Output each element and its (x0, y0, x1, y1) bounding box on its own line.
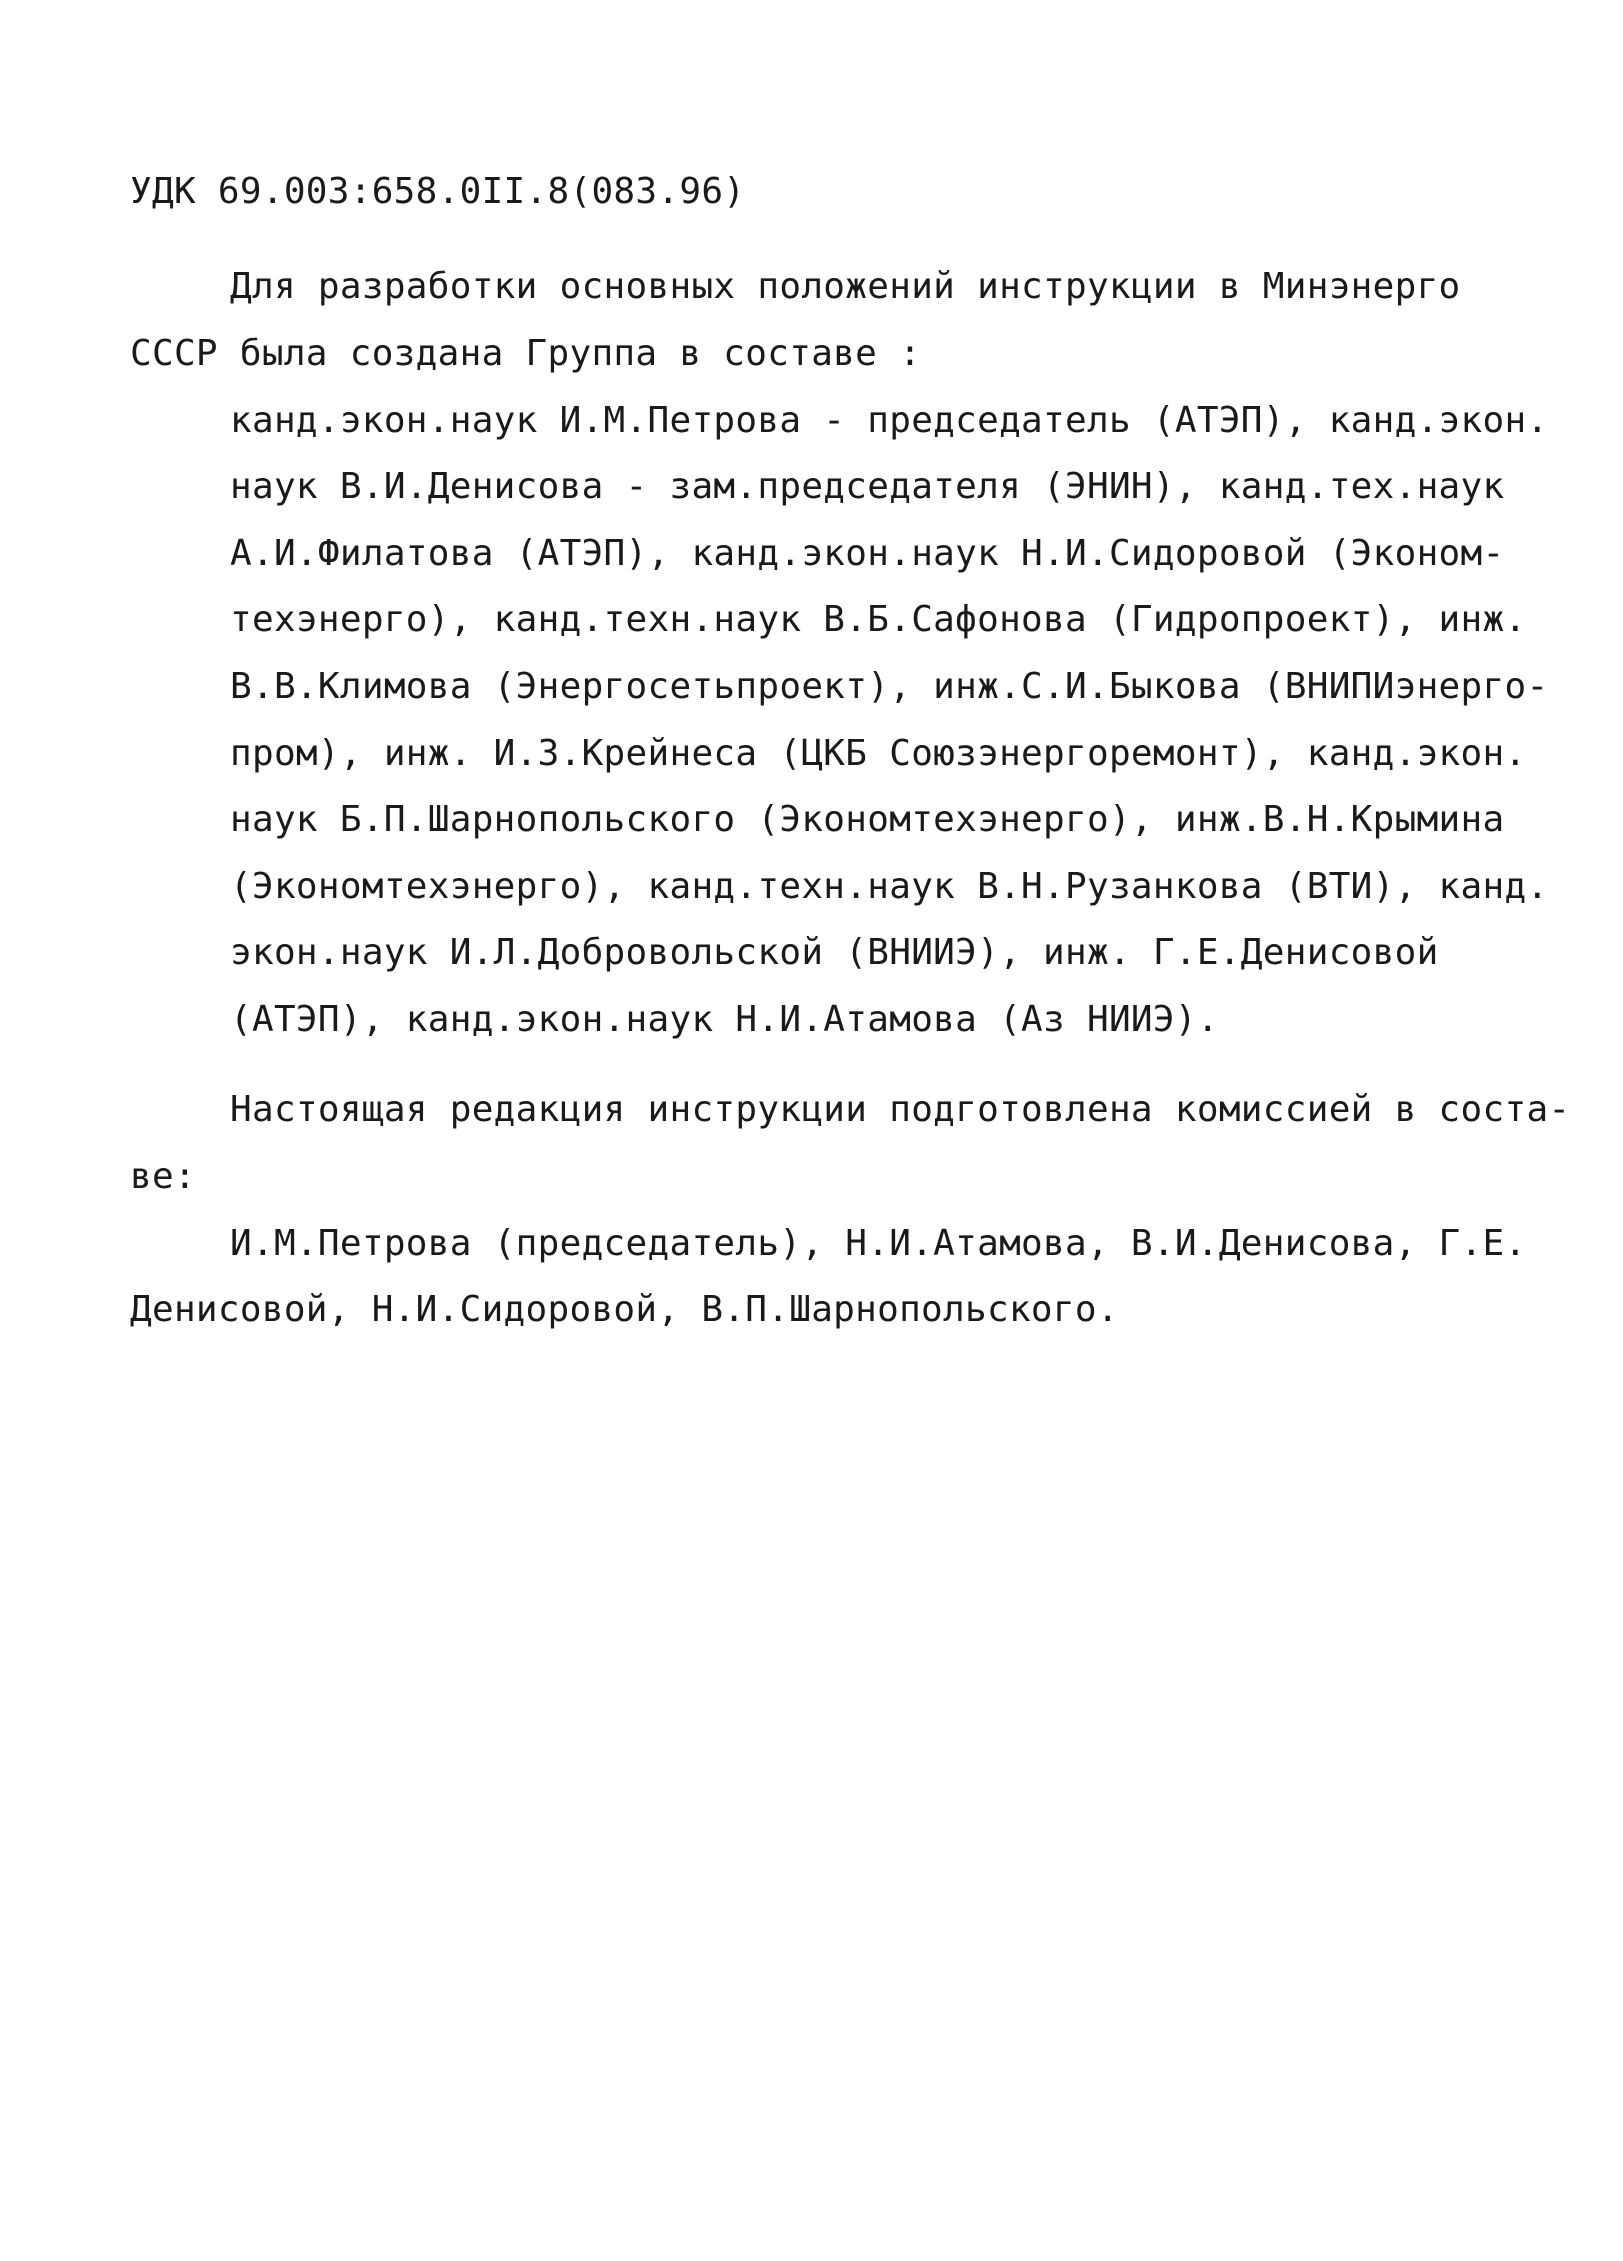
members-line-10: (АТЭП), канд.экон.наук Н.И.Атамова (Аз НИИЭ). (230, 999, 1219, 1040)
members-line-8: (Экономтехэнерго), канд.техн.наук В.Н.Рузанкова (ВТИ), канд. (230, 866, 1549, 907)
intro-line-1: Для разработки основных положений инструкции в Минэнерго (230, 266, 1461, 307)
members-line-1: канд.экон.наук И.М.Петрова - председатель (АТЭП), канд.экон. (230, 400, 1549, 441)
udk-code: УДК 69.003:658.0II.8(083.96) (130, 171, 746, 212)
members-line-6: пром), инж. И.З.Крейнеса (ЦКБ Союзэнергоремонт), канд.экон. (230, 733, 1527, 774)
members-line-4: техэнерго), канд.техн.наук В.Б.Сафонова (Гидропроект), инж. (230, 599, 1527, 640)
members-line-5: В.В.Климова (Энергосетьпроект), инж.С.И.Быкова (ВНИПИэнерго- (230, 666, 1549, 707)
edition-line-1: Настоящая редакция инструкции подготовлена комиссией в соста- (230, 1089, 1571, 1130)
members-line-2: наук В.И.Денисова - зам.председателя (ЭНИН), канд.тех.наук (230, 466, 1505, 507)
commission-line-2: Денисовой, Н.И.Сидоровой, В.П.Шарнопольского. (130, 1289, 1119, 1330)
edition-line-2: ве: (130, 1156, 196, 1197)
commission-line-1: И.М.Петрова (председатель), Н.И.Атамова, В.И.Денисова, Г.Е. (230, 1223, 1527, 1264)
members-line-9: экон.наук И.Л.Добровольской (ВНИИЭ), инж. Г.Е.Денисовой (230, 932, 1439, 973)
intro-line-2: СССР была создана Группа в составе : (130, 333, 922, 374)
members-line-3: А.И.Филатова (АТЭП), канд.экон.наук Н.И.Сидоровой (Эконом- (230, 533, 1505, 574)
members-line-7: наук Б.П.Шарнопольского (Экономтехэнерго), инж.В.Н.Крымина (230, 799, 1505, 840)
